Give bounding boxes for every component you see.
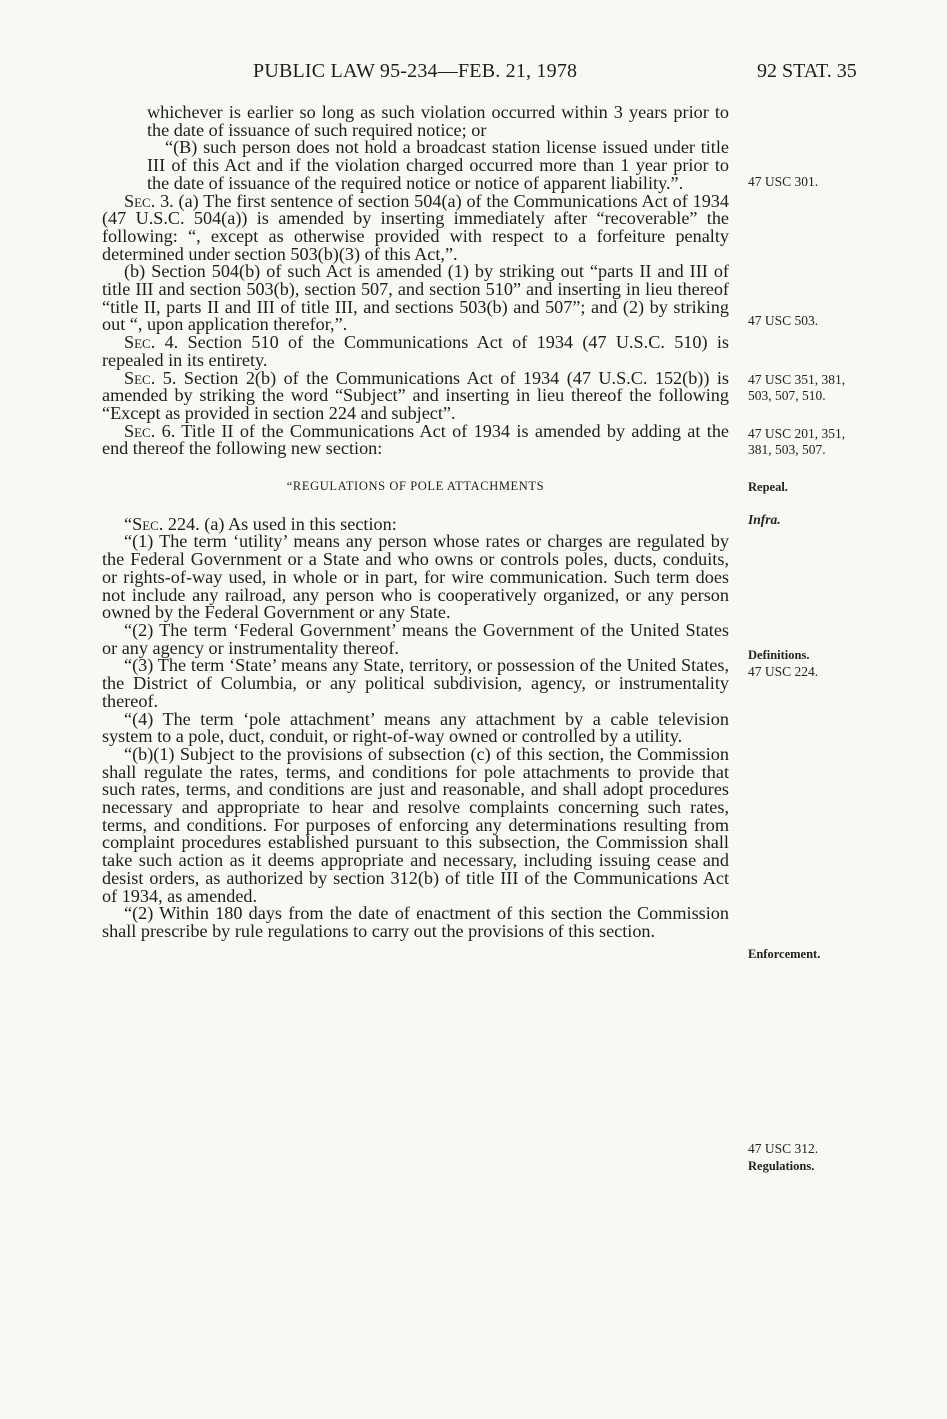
page-header — [0, 60, 947, 90]
margin-note-infra: Infra. — [748, 512, 781, 527]
section-heading: “REGULATIONS OF POLE ATTACHMENTS — [286, 479, 545, 494]
margin-note-enforcement: Enforcement. — [748, 947, 821, 961]
subsection-b1: “(b)(1) Subject to the provisions of subsection (c) of this section, the Commission shall regulate the rates, terms, and conditions for pole attachments to provide that such rates, terms, and conditions are just and reasonable, and shall adopt procedures necessary and appropriate to hear and resolve complaints concerning such rates, terms, and conditions. For purposes of enforcing any determinations resulting from complaint procedures established pursuant to this subsection, the Commission shall take such action as it deems appropriate and necessary, including issuing cease and desist orders, as authorized by section 312(b) of title III of the Communications Act of 1934, as amended. — [102, 743, 729, 906]
section-text: 224. (a) As used in this section: — [163, 513, 397, 534]
section-label: Sec. 4. — [124, 332, 179, 353]
section-5 — [102, 367, 729, 423]
margin-note-351: 47 USC 351, 381, 503, 507, 510. — [748, 372, 846, 403]
section-label: Sec. 6. — [124, 420, 176, 441]
running-title: PUBLIC LAW 95-234—FEB. 21, 1978 — [253, 60, 578, 82]
margin-note-repeal: Repeal. — [748, 480, 788, 494]
definition-utility: “(1) The term ‘utility’ means any person whose rates or charges are regulated by the Federal Government or a State and who owns or controls poles, ducts, conduits, or rights-of-way used, in whole or in part, for wire communication. Such term does not include any railroad, any person who is cooperatively organized, or any person owned by the Federal Government or any State. — [102, 531, 729, 623]
section-text: Section 510 of the Communications Act of 1934 (47 U.S.C. 510) is repealed in its entirety. — [102, 332, 729, 370]
section-3b: (b) Section 504(b) of such Act is amended (1) by striking out “parts II and III of title III and section 503(b), section 507, and section 510” and inserting in lieu thereof “title II, parts II and III of title III, and sections 503(b) and 507”; and (2) by striking out “, upon application therefor,”. — [102, 261, 729, 335]
page-number: 92 STAT. 35 — [757, 60, 857, 82]
margin-note-503: 47 USC 503. — [748, 313, 819, 328]
subsection-b2: “(2) Within 180 days from the date of enactment of this section the Commission shall prescribe by rule regulations to carry out the provisions of this section. — [102, 903, 729, 941]
section-text: (a) The first sentence of section 504(a) of the Communications Act of 1934 (47 U.S.C. 504(a)) is amended by inserting immediately after “recoverable” the following: “, except as otherwise provided with respect to a forfeiture penalty determined under section 503(b)(3) of this Act,”. — [102, 190, 729, 264]
paragraph-continuation: whichever is earlier so long as such violation occurred within 3 years prior to the date of issuance of such required notice; or — [147, 102, 729, 140]
section-label: Sec. 5. — [124, 367, 177, 388]
section-label: “Sec. — [124, 513, 164, 534]
margin-note-301: 47 USC 301. — [748, 174, 819, 189]
margin-note-regulations: Regulations. — [748, 1159, 815, 1173]
margin-note-312: 47 USC 312. — [748, 1141, 819, 1156]
definition-state: “(3) The term ‘State’ means any State, territory, or possession of the United States, the District of Columbia, or any political subdivision, agency, or instrumentality thereof. — [102, 655, 729, 711]
margin-note-201: 47 USC 201, 351, 381, 503, 507. — [748, 426, 846, 457]
section-text: Title II of the Communications Act of 1934 is amended by adding at the end thereof the following new section: — [102, 420, 729, 459]
section-text: Section 2(b) of the Communications Act of 1934 (47 U.S.C. 152(b)) is amended by striking the word “Subject” and inserting in lieu thereof the following “Except as provided in section 224 and subject”. — [102, 367, 729, 423]
margin-note-224: 47 USC 224. — [748, 664, 819, 679]
statute-body — [102, 104, 729, 941]
section-4 — [102, 334, 729, 369]
margin-note-definitions: Definitions. — [748, 648, 810, 662]
definition-pole-attachment: “(4) The term ‘pole attachment’ means any attachment by a cable television system to a pole, duct, conduit, or right-of-way owned or controlled by a utility. — [102, 708, 729, 747]
definition-federal-government: “(2) The term ‘Federal Government’ means the Government of the United States or any agency or instrumentality thereof. — [102, 619, 729, 658]
section-label: Sec. 3. — [124, 190, 174, 211]
paragraph-b: “(B) such person does not hold a broadcast station license issued under title III of this Act and if the violation charged occurred more than 1 year prior to the date of issuance of the required notice or notice of apparent liability.”. — [147, 137, 729, 193]
section-3a — [102, 190, 729, 264]
section-6 — [102, 420, 729, 459]
